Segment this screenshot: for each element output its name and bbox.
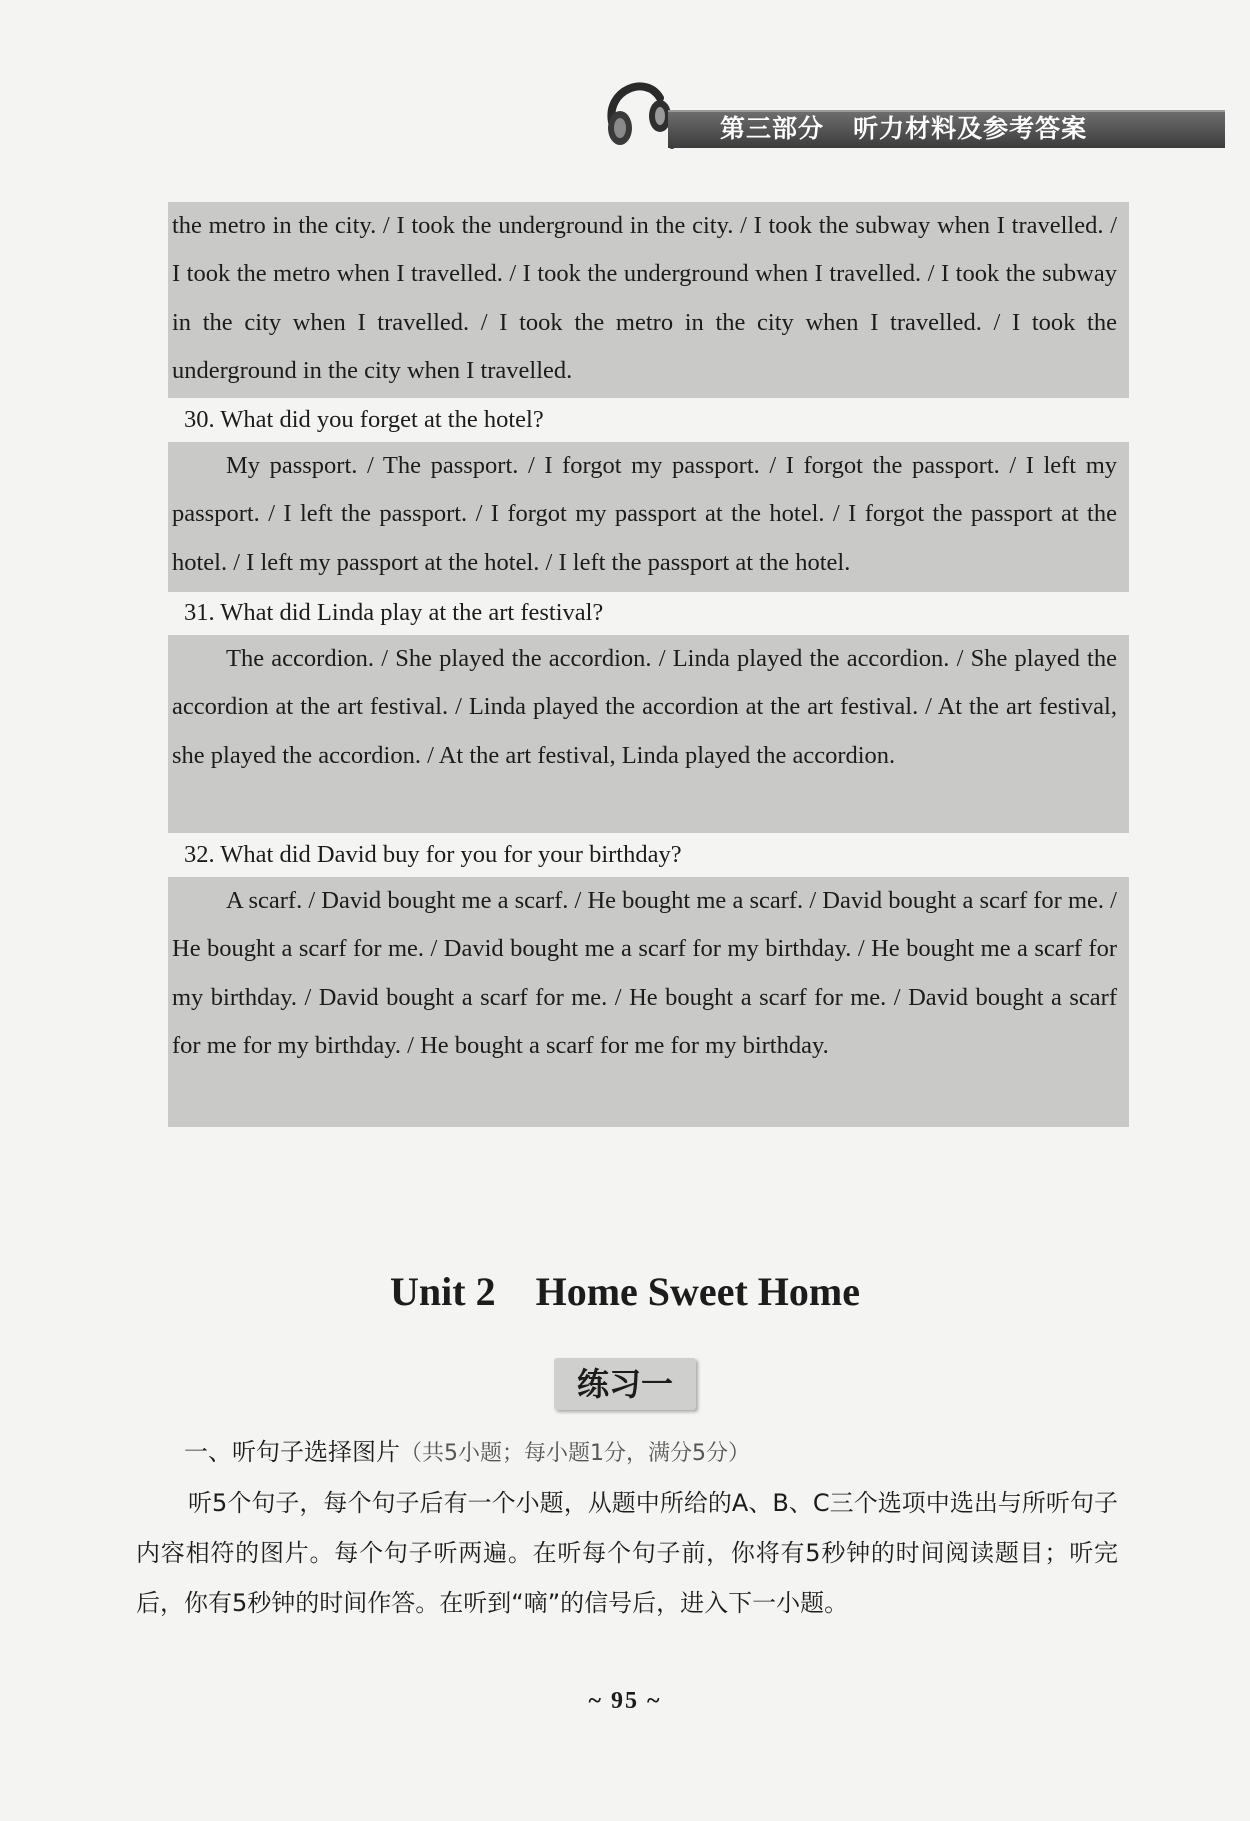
exercise-label: 练习一 bbox=[554, 1358, 696, 1410]
headphones-icon bbox=[602, 72, 676, 152]
unit-title: Unit 2 Home Sweet Home bbox=[390, 1269, 860, 1314]
section-heading-text: 一、听句子选择图片 bbox=[184, 1438, 400, 1466]
section-score-note: （共5小题；每小题1分，满分5分） bbox=[400, 1441, 750, 1466]
answer-block-32: A scarf. / David bought me a scarf. / He bought me a scarf. / David bought a scarf for me. / He bought a scarf for me. / David bought me a scarf for my birthday. / He bought me a scarf for my birthday. / David bought a scarf for me. / He bought a scarf for me. / David bought a scarf for me for my birthday. / He bought a scarf for me for my birthday. bbox=[168, 877, 1129, 1127]
question-32: 32. What did David buy for you for your birthday? bbox=[184, 841, 682, 868]
answer-block-31: The accordion. / She played the accordion. / Linda played the accordion. / She played the accordion at the art festival. / Linda played the accordion at the art festival. / At the art festival, she played the accordion. / At the art festival, Linda played the accordion. bbox=[168, 635, 1129, 833]
section-instructions: 听5个句子，每个句子后有一个小题，从题中所给的A、B、C三个选项中选出与所听句子内容相符的图片。每个句子听两遍。在听每个句子前，你将有5秒钟的时间阅读题目；听完后，你有5秒钟的时间作答。在听到“嘀”的信号后，进入下一小题。 bbox=[136, 1489, 1118, 1617]
header-title: 第三部分 听力材料及参考答案 bbox=[720, 114, 1088, 143]
section-heading bbox=[184, 1435, 750, 1471]
answer-block-29: the metro in the city. / I took the underground in the city. / I took the subway when I travelled. / I took the metro when I travelled. / I took the underground when I travelled. / I took the subway in the city when I travelled. / I took the metro in the city when I travelled. / I took the underground in the city when I travelled. bbox=[168, 202, 1129, 398]
question-31: 31. What did Linda play at the art festival? bbox=[184, 599, 604, 626]
question-30: 30. What did you forget at the hotel? bbox=[184, 406, 544, 433]
page-number: ~ 95 ~ bbox=[588, 1688, 662, 1714]
answer-block-30: My passport. / The passport. / I forgot my passport. / I forgot the passport. / I left my passport. / I left the passport. / I forgot my passport at the hotel. / I forgot the passport at the hotel. / I left my passport at the hotel. / I left the passport at the hotel. bbox=[168, 442, 1129, 592]
